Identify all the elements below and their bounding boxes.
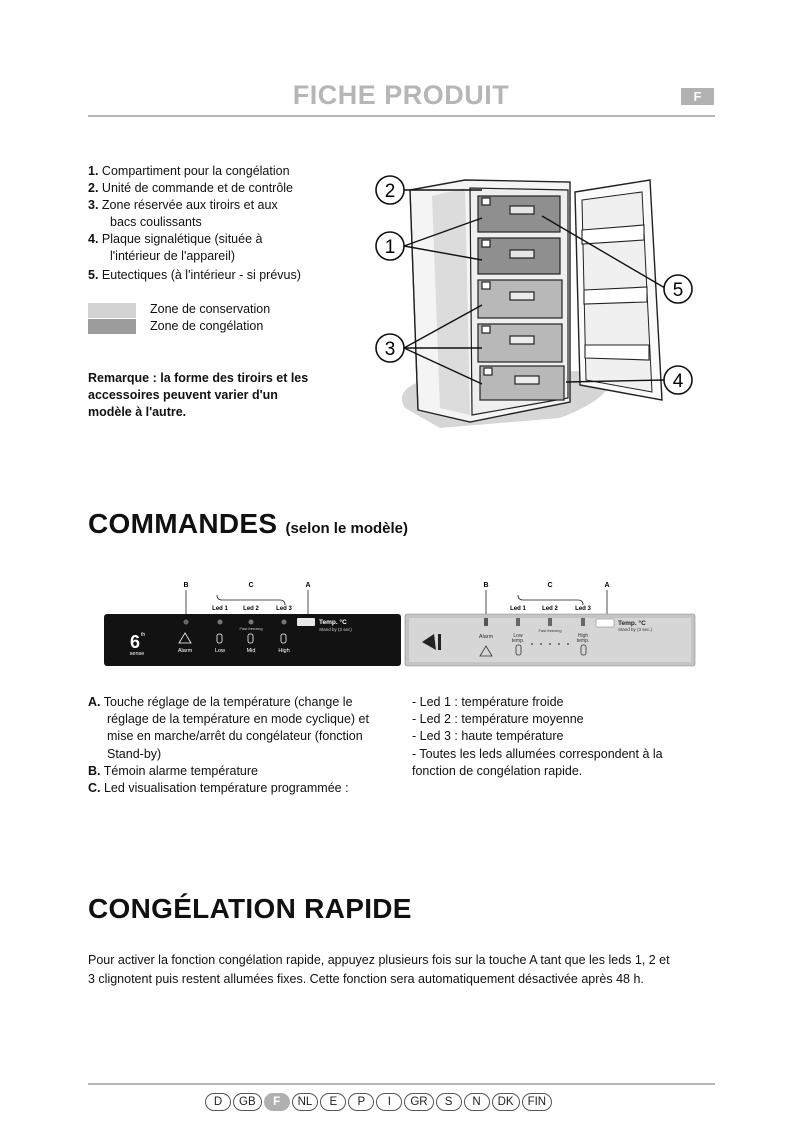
svg-text:Low: Low <box>513 633 523 639</box>
svg-text:C: C <box>547 582 553 589</box>
language-f[interactable]: F <box>264 1093 290 1111</box>
control-panel-silver <box>405 582 695 666</box>
footer-divider <box>88 1083 715 1085</box>
led-2 <box>548 618 552 626</box>
svg-text:Led 3: Led 3 <box>276 606 292 612</box>
svg-text:Led 2: Led 2 <box>243 606 259 612</box>
controls-description <box>88 694 388 797</box>
svg-text:Led 1: Led 1 <box>212 606 228 612</box>
svg-text:A: A <box>604 582 610 589</box>
svg-text:A: A <box>305 582 311 589</box>
control-panels <box>104 578 696 670</box>
page-title: FICHE PRODUIT <box>292 80 510 110</box>
language-fin[interactable]: FIN <box>522 1093 553 1111</box>
language-selector <box>205 1093 552 1111</box>
language-gr[interactable]: GR <box>404 1093 433 1111</box>
language-tag: F <box>681 88 714 105</box>
freezer-illustration <box>370 170 700 435</box>
list-item: 4. Plaque signalétique (située à l'intérieur de l'appareil) <box>88 232 263 263</box>
drawer-handle <box>515 376 539 384</box>
drawer-handle <box>510 336 534 344</box>
callout-2 <box>376 176 404 204</box>
language-e[interactable]: E <box>320 1093 346 1111</box>
led-description: - Led 1 : température froide - Led 2 : température moyenne - Led 3 : haute température - Toutes les leds allumées correspondent à la fonction de congélation rapide. <box>412 695 663 778</box>
drawer-handle <box>510 292 534 300</box>
header-divider <box>88 115 715 117</box>
svg-text:C: C <box>248 582 254 589</box>
alarm-led <box>184 620 189 625</box>
svg-text:Mid: Mid <box>246 648 256 654</box>
svg-text:Led 1: Led 1 <box>510 606 526 612</box>
item-b: B. Témoin alarme température <box>88 763 258 778</box>
list-item: 1. Compartiment pour la congélation <box>88 164 290 178</box>
commandes-heading: COMMANDES (selon le modèle) <box>88 508 408 539</box>
svg-text:3: 3 <box>384 339 396 360</box>
language-nl[interactable]: NL <box>292 1093 319 1111</box>
svg-text:Fast freezing: Fast freezing <box>239 626 263 631</box>
svg-text:th: th <box>141 632 146 638</box>
drawer-handle <box>510 206 534 214</box>
svg-text:Stand by (3 sec): Stand by (3 sec) <box>319 627 352 632</box>
item-c: C. Led visualisation température programmée : <box>88 781 349 796</box>
list-item: 2. Unité de commande et de contrôle <box>88 181 294 195</box>
congelation-heading: CONGÉLATION RAPIDE <box>88 893 412 924</box>
drawer-handle <box>510 250 534 258</box>
svg-text:4: 4 <box>672 371 684 392</box>
callout-1 <box>376 232 404 260</box>
language-gb[interactable]: GB <box>233 1093 262 1111</box>
svg-text:1: 1 <box>384 237 396 258</box>
svg-text:B: B <box>183 582 189 589</box>
language-p[interactable]: P <box>348 1093 374 1111</box>
callout-3 <box>376 334 404 362</box>
svg-text:Fast freezing: Fast freezing <box>538 628 562 633</box>
language-d[interactable]: D <box>205 1093 231 1111</box>
conservation-label: Zone de conservation <box>150 302 271 316</box>
language-i[interactable]: I <box>376 1093 402 1111</box>
callout-5 <box>664 275 692 303</box>
item-a: A. Touche réglage de la température (change le réglage de la température en mode cyclique) et mise en marche/arrêt du congélateur (fonction Stand-by) <box>88 695 369 761</box>
svg-text:6: 6 <box>130 632 141 652</box>
svg-text:Temp. °C: Temp. °C <box>319 619 347 626</box>
svg-text:Alarm: Alarm <box>478 634 494 640</box>
eutectic-tab <box>482 198 490 205</box>
svg-text:Low: Low <box>214 648 226 654</box>
svg-text:B: B <box>483 582 489 589</box>
commandes-subtitle: (selon le modèle) <box>285 520 408 537</box>
svg-text:temp.: temp. <box>511 638 525 644</box>
congelation-swatch <box>88 319 136 334</box>
control-panel-dark <box>104 582 401 666</box>
led-3 <box>282 620 287 625</box>
svg-text:Led 2: Led 2 <box>542 606 558 612</box>
svg-text:sense: sense <box>129 651 145 657</box>
temp-button <box>596 619 614 627</box>
list-item: 3. Zone réservée aux tiroirs et aux bacs coulissants <box>88 198 278 229</box>
congelation-label: Zone de congélation <box>150 319 264 333</box>
svg-text:temp.: temp. <box>576 638 590 644</box>
list-item: 5. Eutectiques (à l'intérieur - si prévus) <box>88 268 301 282</box>
alarm-led <box>484 618 488 626</box>
svg-text:High: High <box>577 633 589 639</box>
svg-text:Temp. °C: Temp. °C <box>618 620 646 627</box>
led-1 <box>516 618 520 626</box>
conservation-swatch <box>88 303 136 318</box>
parts-list <box>88 163 358 284</box>
svg-text:Alarm: Alarm <box>177 648 193 654</box>
temp-button <box>297 618 315 626</box>
svg-text:5: 5 <box>672 280 684 301</box>
callout-4 <box>664 366 692 394</box>
svg-text:Led 3: Led 3 <box>575 606 591 612</box>
led-3 <box>581 618 585 626</box>
language-s[interactable]: S <box>436 1093 462 1111</box>
language-dk[interactable]: DK <box>492 1093 520 1111</box>
svg-text:High: High <box>278 648 290 654</box>
led-1 <box>218 620 223 625</box>
drawers <box>478 196 564 400</box>
svg-text:Stand by (3 sec.): Stand by (3 sec.) <box>618 627 653 632</box>
remark-note: Remarque : la forme des tiroirs et les accessoires peuvent varier d'un modèle à l'autre. <box>88 371 309 419</box>
language-n[interactable]: N <box>464 1093 490 1111</box>
led-2 <box>249 620 254 625</box>
svg-text:2: 2 <box>384 181 396 202</box>
congelation-text: Pour activer la fonction congélation rapide, appuyez plusieurs fois sur la touche A tant que les leds 1, 2 et 3 clignotent puis restent allumées fixes. Cette fonction sera automatiquement désactivée après 48 h. <box>88 953 670 986</box>
